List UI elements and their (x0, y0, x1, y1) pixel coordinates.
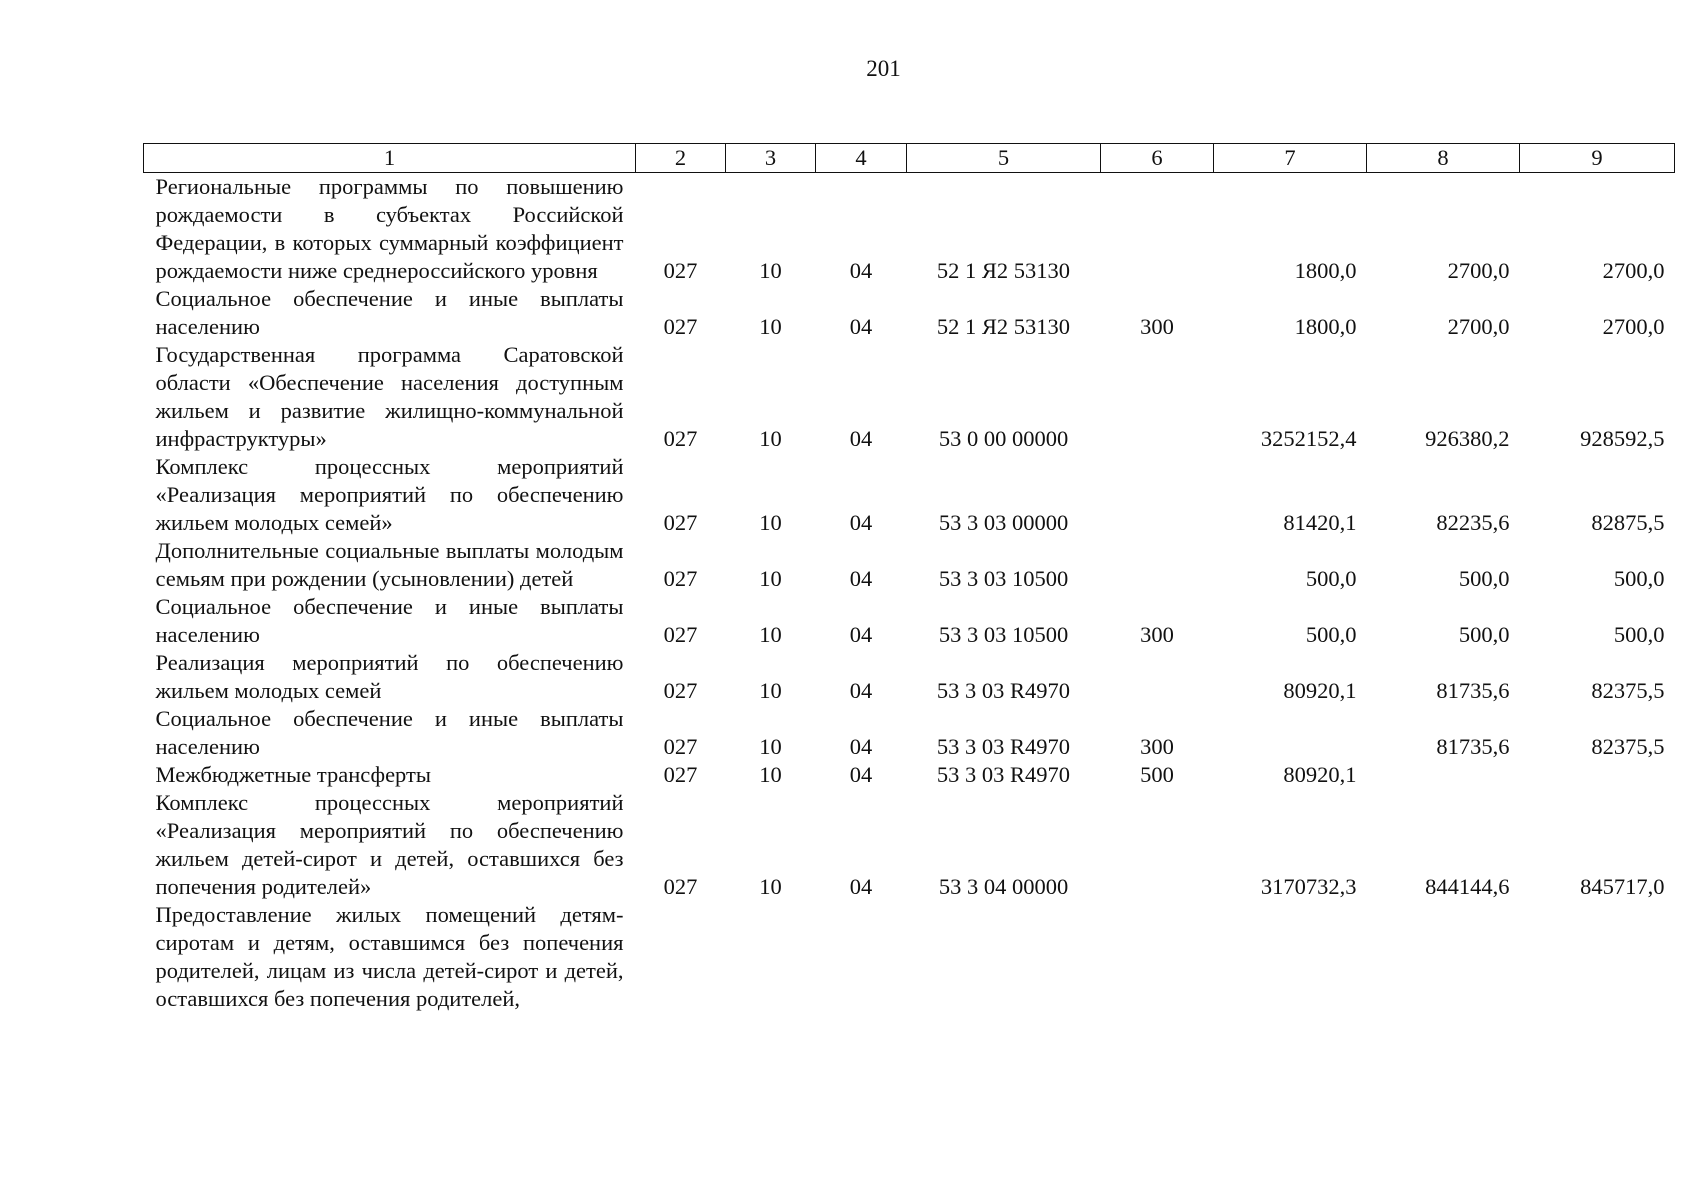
row-section: 10 (759, 258, 782, 283)
column-header: 8 (1367, 144, 1520, 173)
row-expense-type (1101, 173, 1214, 286)
row-grbs-code: 027 (663, 678, 698, 703)
row-subsection: 04 (849, 874, 873, 899)
row-name: Комплекс процессных мероприятий «Реализация мероприятий по обеспечению жильем молодых семей» (155, 454, 624, 535)
row-amount-year3: 2700,0 (1602, 314, 1665, 339)
row-amount-year2: 82235,6 (1436, 510, 1510, 535)
row-section: 10 (759, 426, 782, 451)
row-target-article: 53 3 03 R4970 (936, 734, 1071, 759)
row-section (726, 901, 816, 1013)
row-amount-year2: 81735,6 (1436, 734, 1510, 759)
row-section: 10 (759, 874, 782, 899)
row-amount-year3 (1520, 761, 1675, 789)
row-amount-year2: 500,0 (1458, 566, 1510, 591)
row-grbs-code (636, 901, 726, 1013)
row-amount-year2: 2700,0 (1447, 314, 1510, 339)
table-row (144, 705, 1675, 761)
row-amount-year2: 500,0 (1458, 622, 1510, 647)
column-header: 2 (636, 144, 726, 173)
row-amount-year3: 928592,5 (1580, 426, 1665, 451)
table-row (144, 453, 1675, 537)
row-amount-year1: 500,0 (1305, 622, 1357, 647)
row-expense-type (1101, 453, 1214, 537)
row-name: Межбюджетные трансферты (155, 762, 431, 787)
row-grbs-code: 027 (663, 426, 698, 451)
table-row (144, 789, 1675, 901)
row-subsection: 04 (849, 566, 873, 591)
row-target-article: 53 0 00 00000 (938, 426, 1069, 451)
row-target-article: 53 3 03 10500 (938, 566, 1069, 591)
table-row (144, 537, 1675, 593)
row-target-article: 53 3 04 00000 (938, 874, 1069, 899)
row-amount-year3: 845717,0 (1580, 874, 1665, 899)
row-amount-year1: 1800,0 (1294, 314, 1357, 339)
row-amount-year3: 82375,5 (1591, 678, 1665, 703)
column-header: 1 (144, 144, 636, 173)
row-expense-type: 300 (1140, 734, 1174, 759)
row-amount-year1 (1214, 901, 1367, 1013)
row-target-article: 52 1 Я2 53130 (936, 258, 1071, 283)
table-row (144, 901, 1675, 1013)
row-grbs-code: 027 (663, 566, 698, 591)
table-row (144, 285, 1675, 341)
header-row (144, 144, 1675, 173)
row-name: Социальное обеспечение и иные выплаты населению (155, 706, 624, 759)
row-amount-year1: 1800,0 (1294, 258, 1357, 283)
row-subsection: 04 (849, 622, 873, 647)
column-header: 7 (1214, 144, 1367, 173)
column-header: 5 (907, 144, 1101, 173)
row-amount-year2 (1367, 761, 1520, 789)
row-amount-year3: 500,0 (1613, 622, 1665, 647)
row-grbs-code: 027 (663, 734, 698, 759)
column-header: 6 (1101, 144, 1214, 173)
row-grbs-code: 027 (663, 510, 698, 535)
row-expense-type (1101, 537, 1214, 593)
row-amount-year3: 82375,5 (1591, 734, 1665, 759)
row-amount-year2: 844144,6 (1425, 874, 1510, 899)
row-section: 10 (759, 510, 782, 535)
row-subsection: 04 (849, 678, 873, 703)
column-header: 4 (816, 144, 907, 173)
row-section: 10 (759, 762, 782, 787)
row-section: 10 (759, 314, 782, 339)
row-amount-year1: 80920,1 (1283, 762, 1357, 787)
row-name: Региональные программы по повышению рождаемости в субъектах Российской Федерации, в которых суммарный коэффициент рождаемости ниже среднероссийского уровня (155, 174, 624, 283)
row-name: Комплекс процессных мероприятий «Реализация мероприятий по обеспечению жильем детей-сирот и детей, оставшихся без попечения родителей» (155, 790, 624, 899)
row-amount-year1: 81420,1 (1283, 510, 1357, 535)
row-target-article (907, 901, 1101, 1013)
row-amount-year3 (1520, 901, 1675, 1013)
row-target-article: 53 3 03 10500 (938, 622, 1069, 647)
row-amount-year2 (1367, 901, 1520, 1013)
row-target-article: 53 3 03 00000 (938, 510, 1069, 535)
row-subsection: 04 (849, 426, 873, 451)
column-header: 3 (726, 144, 816, 173)
row-amount-year1: 3252152,4 (1260, 426, 1357, 451)
row-amount-year3: 82875,5 (1591, 510, 1665, 535)
row-grbs-code: 027 (663, 622, 698, 647)
row-expense-type (1101, 901, 1214, 1013)
row-expense-type: 300 (1140, 622, 1174, 647)
row-amount-year3: 500,0 (1613, 566, 1665, 591)
row-name: Предоставление жилых помещений детям-сиротам и детям, оставшимся без попечения родителей, лицам из числа детей-сирот и детей, оставшихся без попечения родителей, (155, 902, 624, 1011)
budget-table (143, 143, 1675, 1013)
row-expense-type: 300 (1140, 314, 1174, 339)
row-expense-type (1101, 341, 1214, 453)
row-amount-year2: 926380,2 (1425, 426, 1510, 451)
row-expense-type: 500 (1140, 762, 1174, 787)
row-section: 10 (759, 566, 782, 591)
row-grbs-code: 027 (663, 258, 698, 283)
row-amount-year1 (1214, 705, 1367, 761)
row-subsection: 04 (849, 762, 873, 787)
row-target-article: 53 3 03 R4970 (936, 762, 1071, 787)
row-name: Дополнительные социальные выплаты молодым семьям при рождении (усыновлении) детей (155, 538, 624, 591)
row-target-article: 53 3 03 R4970 (936, 678, 1071, 703)
table-row (144, 173, 1675, 286)
row-amount-year1: 3170732,3 (1260, 874, 1357, 899)
row-grbs-code: 027 (663, 874, 698, 899)
row-grbs-code: 027 (663, 762, 698, 787)
row-target-article: 52 1 Я2 53130 (936, 314, 1071, 339)
row-amount-year3: 2700,0 (1602, 258, 1665, 283)
row-name: Социальное обеспечение и иные выплаты населению (155, 286, 624, 339)
table-row (144, 593, 1675, 649)
row-expense-type (1101, 649, 1214, 705)
row-amount-year1: 80920,1 (1283, 678, 1357, 703)
row-section: 10 (759, 622, 782, 647)
row-subsection: 04 (849, 510, 873, 535)
table-row (144, 649, 1675, 705)
row-amount-year2: 2700,0 (1447, 258, 1510, 283)
row-amount-year1: 500,0 (1305, 566, 1357, 591)
row-subsection: 04 (849, 314, 873, 339)
row-section: 10 (759, 678, 782, 703)
page-number: 201 (866, 56, 901, 81)
table-row (144, 341, 1675, 453)
column-header: 9 (1520, 144, 1675, 173)
table-row (144, 761, 1675, 789)
row-name: Государственная программа Саратовской области «Обеспечение населения доступным жильем и развитие жилищно-коммунальной инфраструктуры» (155, 342, 624, 451)
row-amount-year2: 81735,6 (1436, 678, 1510, 703)
row-section: 10 (759, 734, 782, 759)
row-subsection: 04 (849, 258, 873, 283)
row-expense-type (1101, 789, 1214, 901)
row-subsection: 04 (849, 734, 873, 759)
row-grbs-code: 027 (663, 314, 698, 339)
row-name: Реализация мероприятий по обеспечению жильем молодых семей (155, 650, 624, 703)
row-name: Социальное обеспечение и иные выплаты населению (155, 594, 624, 647)
row-subsection (816, 901, 907, 1013)
